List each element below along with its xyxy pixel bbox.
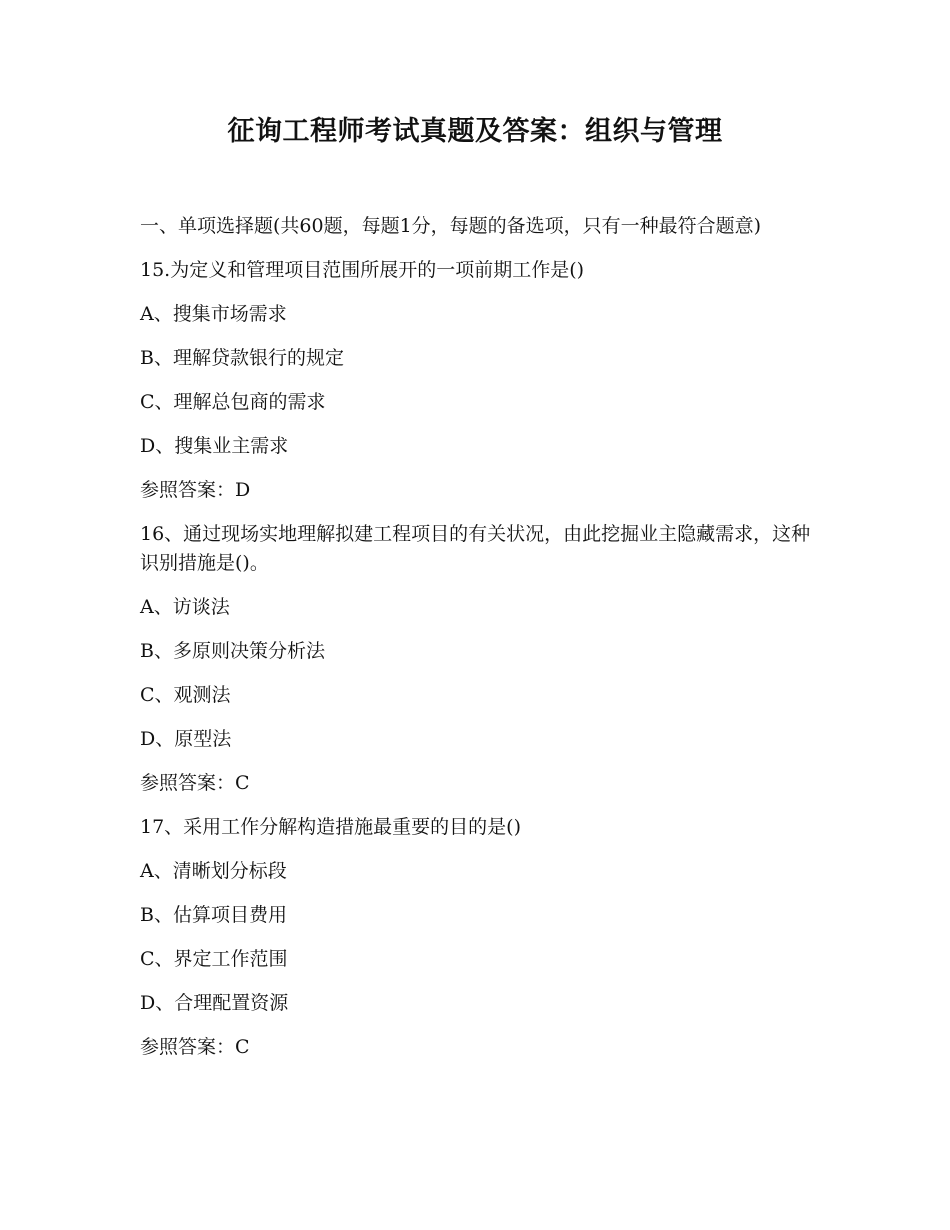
option-c: C、界定工作范围 <box>140 948 288 970</box>
section-heading: 一、单项选择题(共60题，每题1分，每题的备选项，只有一种最符合题意) <box>140 215 762 237</box>
option-d: D、合理配置资源 <box>140 992 289 1014</box>
question-text: 15.为定义和管理项目范围所展开的一项前期工作是() <box>140 259 585 281</box>
option-b: B、估算项目费用 <box>140 904 287 926</box>
option-b: B、理解贷款银行的规定 <box>140 347 344 369</box>
option-a: A、搜集市场需求 <box>140 303 287 325</box>
option-d: D、原型法 <box>140 728 232 750</box>
option-c: C、理解总包商的需求 <box>140 391 326 413</box>
reference-answer: 参照答案：D <box>140 479 251 501</box>
option-d: D、搜集业主需求 <box>140 435 289 457</box>
question-text: 16、通过现场实地理解拟建工程项目的有关状况，由此挖掘业主隐藏需求，这种识别措施是()。 <box>140 523 811 574</box>
question-text: 17、采用工作分解构造措施最重要的目的是() <box>140 816 522 838</box>
option-b: B、多原则决策分析法 <box>140 640 325 662</box>
option-a: A、清晰划分标段 <box>140 860 287 882</box>
reference-answer: 参照答案：C <box>140 1036 250 1058</box>
document-content <box>140 212 812 1077</box>
question-16 <box>140 520 812 798</box>
option-a: A、访谈法 <box>140 596 230 618</box>
question-17 <box>140 813 812 1062</box>
reference-answer: 参照答案：C <box>140 772 250 794</box>
option-c: C、观测法 <box>140 684 231 706</box>
question-15 <box>140 256 812 505</box>
document-title: 征询工程师考试真题及答案：组织与管理 <box>227 116 723 147</box>
